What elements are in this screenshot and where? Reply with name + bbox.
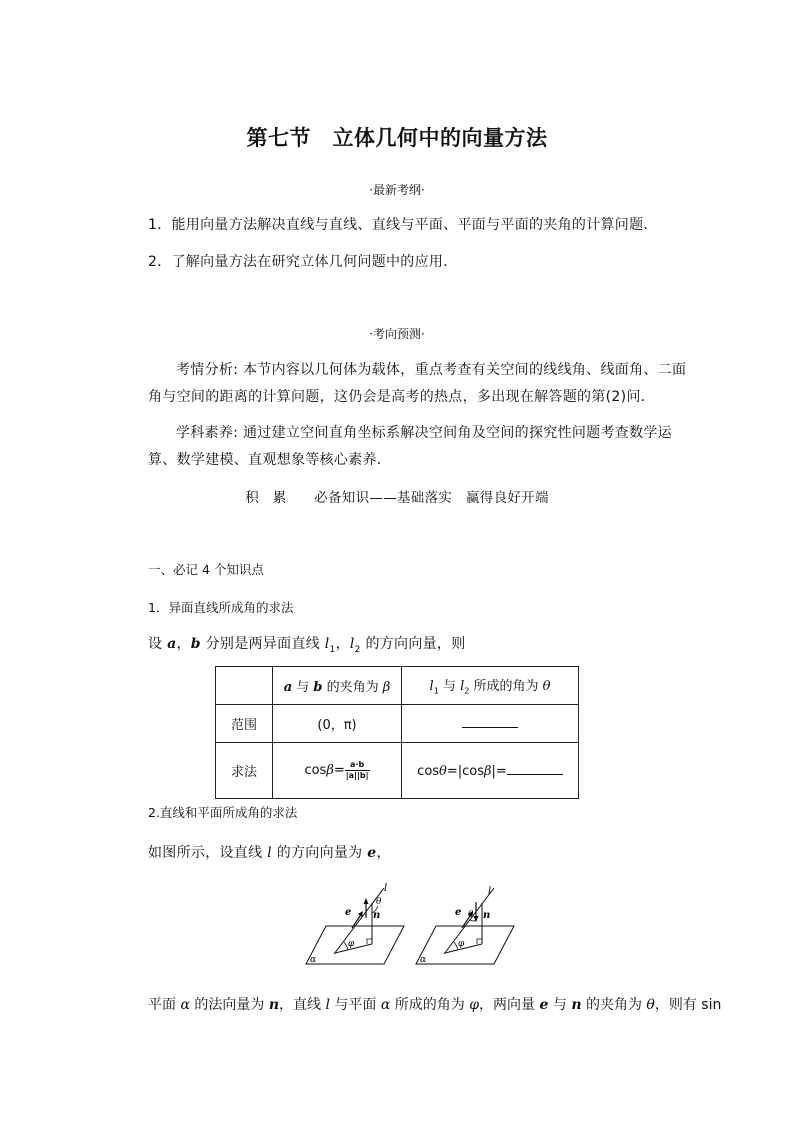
analysis-text: 本节内容以几何体为载体，重点考查有关空间的线线角、线面角、二面角与空间的距离的计算问题，这仍会是高考的热点，多出现在解答题的第(2)问． bbox=[148, 362, 687, 405]
text-run: ，直线 bbox=[279, 997, 326, 1013]
label-theta: θ bbox=[376, 897, 382, 907]
literacy-text: 通过建立空间直角坐标系解决空间角及空间的探究性问题考查数学运算、数学建模、直观想象等核心素养． bbox=[148, 425, 672, 468]
intro-text: 如图所示，设直线 bbox=[148, 845, 268, 861]
forecast-literacy bbox=[148, 420, 688, 474]
formula-text: =|cos bbox=[446, 764, 485, 779]
cos-text: cos bbox=[417, 764, 440, 779]
intro-text: 分别是两异面直线 bbox=[200, 636, 325, 652]
skew-lines-intro bbox=[148, 633, 466, 655]
outline-item-2: 2．了解向量方法在研究立体几何问题中的应用． bbox=[148, 254, 458, 270]
plane-alpha-shape bbox=[306, 926, 404, 964]
knowledge-heading: 一、必记 4 个知识点 bbox=[148, 562, 264, 577]
method-beta-cell bbox=[273, 743, 402, 799]
line-l2: l bbox=[460, 679, 465, 695]
table-header-row bbox=[216, 667, 579, 705]
label-n: n bbox=[483, 910, 491, 921]
method-theta-cell bbox=[402, 743, 579, 799]
forecast-heading: ·考向预测· bbox=[369, 327, 425, 341]
arrow-head bbox=[364, 898, 369, 904]
intro-text: 的方向向量，则 bbox=[360, 636, 466, 652]
angle-beta: β bbox=[484, 764, 492, 779]
fraction-numerator: a·b bbox=[345, 760, 370, 771]
vector-e: e bbox=[539, 997, 549, 1013]
intro-text: 的方向向量为 bbox=[271, 845, 368, 861]
formula-text: |= bbox=[491, 764, 507, 779]
cos-text: cos bbox=[304, 763, 327, 778]
text-run: 平面 bbox=[148, 997, 181, 1013]
vector-b: b bbox=[190, 636, 201, 652]
vector-n: n bbox=[571, 997, 582, 1013]
header-text: 的夹角为 bbox=[322, 680, 383, 695]
subscript-1: 1 bbox=[329, 644, 336, 655]
angle-theta: θ bbox=[439, 764, 447, 779]
right-angle-mark bbox=[367, 939, 372, 944]
subsection-1-title: 1．异面直线所成角的求法 bbox=[148, 600, 294, 615]
range-theta-cell bbox=[402, 705, 579, 743]
line-l2: l bbox=[349, 636, 355, 652]
outline-item-1: 1．能用向量方法解决直线与直线、直线与平面、平面与平面的夹角的计算问题． bbox=[148, 217, 658, 233]
line-plane-angle-figure bbox=[300, 880, 520, 970]
angle-theta: θ bbox=[646, 997, 655, 1013]
row-label: 范围 bbox=[216, 705, 273, 743]
vector-a: a bbox=[283, 680, 293, 695]
right-angle-mark bbox=[477, 939, 482, 944]
label-l: l bbox=[488, 886, 492, 897]
vector-e: e bbox=[367, 845, 377, 861]
text-run: ，则有 sin bbox=[654, 997, 722, 1013]
plane-alpha: α bbox=[380, 997, 391, 1013]
answer-blank bbox=[462, 715, 518, 728]
equals-sign: = bbox=[333, 763, 345, 778]
subscript-2: 2 bbox=[464, 686, 470, 696]
exam-outline-heading: ·最新考纲· bbox=[369, 183, 425, 197]
skew-angle-table bbox=[215, 666, 579, 799]
subsection-2-title: 2.直线和平面所成角的求法 bbox=[148, 805, 298, 820]
header-text: 与 bbox=[438, 679, 461, 695]
table-row bbox=[216, 743, 579, 799]
line-l-shape bbox=[444, 888, 494, 954]
vector-n: n bbox=[268, 997, 280, 1013]
section-banner: 积 累 必备知识——基础落实 赢得良好开端 bbox=[245, 490, 549, 506]
label-l: l bbox=[384, 883, 388, 894]
line-l1: l bbox=[429, 679, 434, 695]
text-run: 的法向量为 bbox=[189, 997, 269, 1013]
vector-b: b bbox=[313, 680, 323, 695]
intro-comma: ， bbox=[176, 636, 191, 652]
text-run: 所成的角为 bbox=[390, 997, 470, 1013]
label-phi: φ bbox=[348, 939, 355, 949]
header-text: 与 bbox=[292, 680, 314, 695]
table-header-cell bbox=[273, 667, 402, 705]
literacy-label: 学科素养: bbox=[176, 425, 239, 441]
angle-relation-line bbox=[148, 994, 721, 1014]
angle-phi: φ bbox=[469, 997, 480, 1013]
angle-arc bbox=[470, 920, 476, 921]
header-text: 所成的角为 bbox=[469, 679, 543, 695]
angle-beta: β bbox=[326, 763, 334, 778]
vector-a: a bbox=[167, 636, 177, 652]
fraction bbox=[345, 760, 370, 781]
subscript-1: 1 bbox=[433, 686, 439, 696]
label-e: e bbox=[345, 907, 352, 918]
subscript-2: 2 bbox=[354, 644, 361, 655]
plane-alpha: α bbox=[180, 997, 190, 1013]
table-row bbox=[216, 705, 579, 743]
range-beta-cell: (0，π) bbox=[273, 705, 402, 743]
label-theta: θ bbox=[468, 910, 474, 920]
line-l: l bbox=[267, 845, 272, 861]
label-phi: φ bbox=[458, 939, 465, 949]
text-run: 与平面 bbox=[329, 997, 381, 1013]
table-corner-cell bbox=[216, 667, 273, 705]
plane-alpha-shape bbox=[416, 926, 514, 964]
line-l: l bbox=[325, 997, 330, 1013]
figure-left bbox=[306, 883, 404, 965]
figure-right bbox=[416, 886, 514, 965]
analysis-label: 考情分析: bbox=[176, 362, 239, 378]
text-run: ，两向量 bbox=[479, 997, 540, 1013]
label-n: n bbox=[373, 910, 381, 921]
figure-intro bbox=[148, 842, 391, 862]
text-run: 的夹角为 bbox=[581, 997, 647, 1013]
label-alpha: α bbox=[420, 955, 427, 965]
intro-comma: ， bbox=[335, 636, 350, 652]
text-run: 与 bbox=[548, 997, 572, 1013]
angle-beta: β bbox=[382, 680, 391, 695]
page-title: 第七节 立体几何中的向量方法 bbox=[246, 126, 548, 150]
label-e: e bbox=[455, 907, 462, 918]
fraction-denominator: |a||b| bbox=[345, 771, 369, 780]
answer-blank bbox=[507, 762, 563, 775]
line-l1: l bbox=[324, 636, 330, 652]
intro-comma: ， bbox=[376, 845, 391, 861]
row-label: 求法 bbox=[216, 743, 273, 799]
label-alpha: α bbox=[310, 955, 317, 965]
forecast-analysis bbox=[148, 357, 688, 411]
intro-text: 设 bbox=[148, 636, 168, 652]
angle-theta: θ bbox=[542, 679, 551, 695]
table-header-cell bbox=[402, 667, 579, 705]
